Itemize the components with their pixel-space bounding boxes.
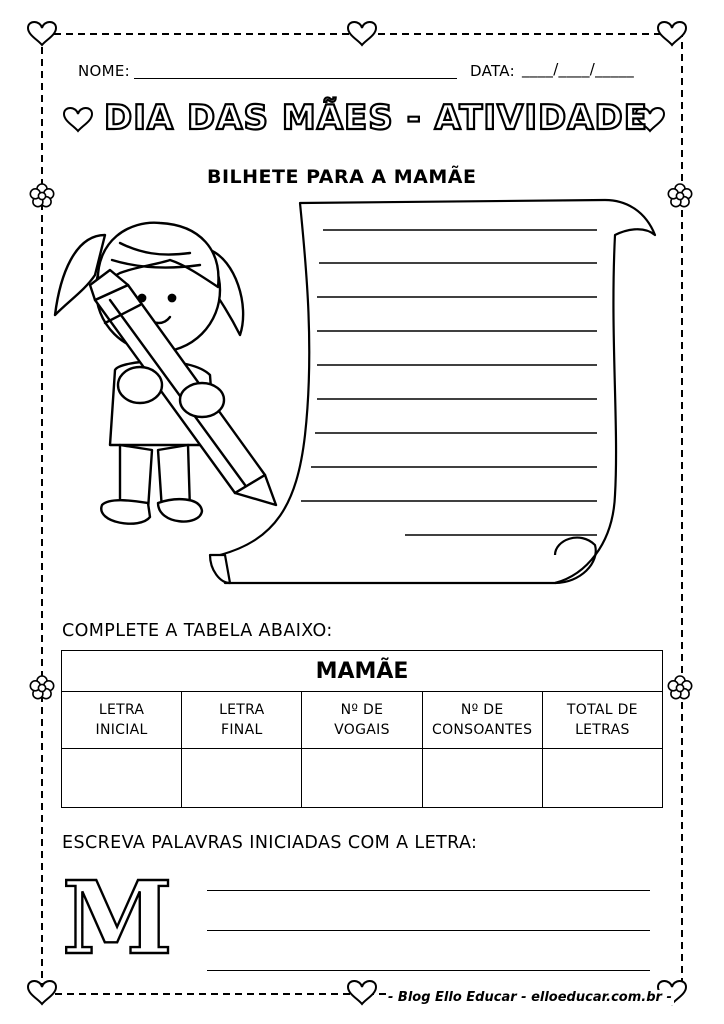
answer-cell-final[interactable] [182, 749, 302, 808]
flower-icon [30, 676, 53, 699]
letter-subtitle: BILHETE PARA A MAMÃE [207, 166, 477, 188]
column-header-total: TOTAL DE LETRAS [542, 692, 662, 749]
heart-icon [28, 22, 56, 45]
name-label: NOME: [78, 62, 131, 80]
scroll-icon [205, 195, 675, 590]
answer-line-1[interactable] [207, 890, 650, 891]
answer-cell-consonants[interactable] [422, 749, 542, 808]
answer-cell-total[interactable] [542, 749, 662, 808]
table-instruction: COMPLETE A TABELA ABAIXO: [62, 621, 333, 641]
date-label: DATA: [470, 62, 515, 80]
heart-icon [28, 981, 56, 1004]
page-title: DIA DAS MÃES - ATIVIDADE [104, 98, 648, 138]
table-word: MAMÃE [62, 651, 663, 692]
heart-icon [658, 22, 686, 45]
answer-cell-vowels[interactable] [302, 749, 422, 808]
big-letter-m: M [62, 859, 173, 977]
column-header-consonants: Nº DE CONSOANTES [422, 692, 542, 749]
answer-line-2[interactable] [207, 930, 650, 931]
column-header-initial: LETRA INICIAL [62, 692, 182, 749]
heart-icon [348, 22, 376, 45]
date-field[interactable]: ____/____/_____ [522, 60, 635, 78]
answer-cell-initial[interactable] [62, 749, 182, 808]
words-instruction: ESCREVA PALAVRAS INICIADAS COM A LETRA: [62, 833, 478, 853]
heart-icon [64, 108, 92, 131]
footer-credit: - Blog Ello Educar - elloeducar.com.br - [388, 990, 672, 1005]
name-field[interactable] [134, 78, 457, 79]
heart-icon [348, 981, 376, 1004]
answer-line-3[interactable] [207, 970, 650, 971]
flower-icon [668, 676, 691, 699]
column-header-vowels: Nº DE VOGAIS [302, 692, 422, 749]
flower-icon [30, 184, 53, 207]
column-header-final: LETRA FINAL [182, 692, 302, 749]
mamae-table [61, 650, 663, 808]
